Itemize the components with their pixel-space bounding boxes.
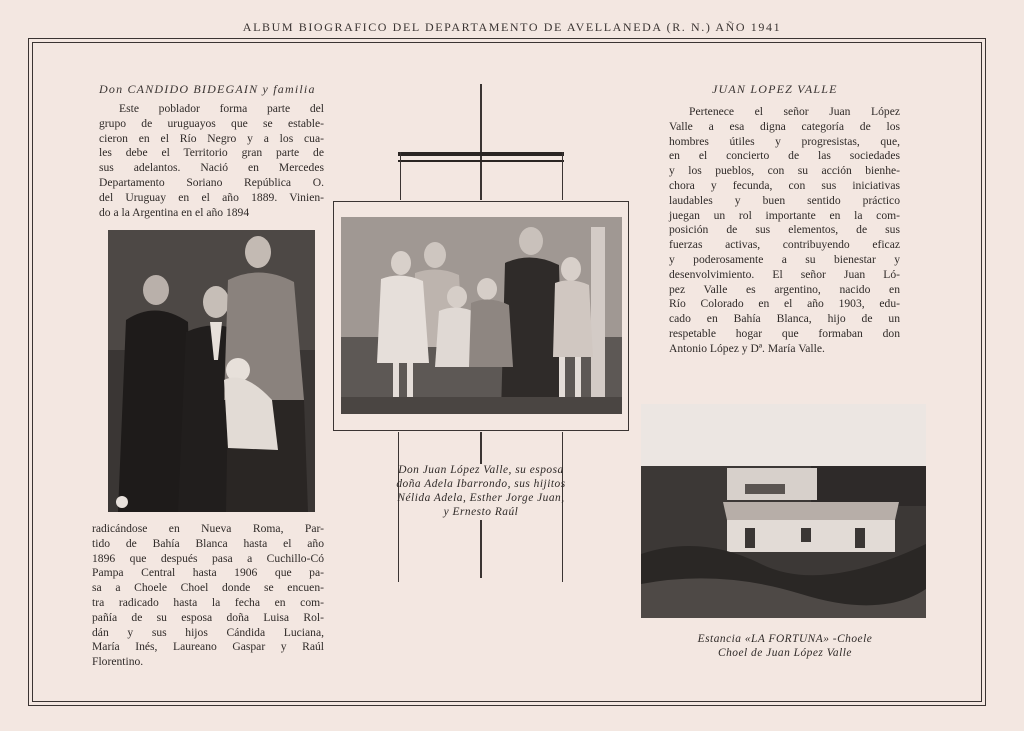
lopez-text-line: Río Colorado en el año 1903, edu- <box>669 297 900 311</box>
bidegain-text-line: radicándose en Nueva Roma, Par- <box>92 522 324 535</box>
bidegain-text-line: María Inés, Laureano Gaspar y Raúl <box>92 640 324 654</box>
lopez-text-line: fuerzas activas, contribuyendo eficaz <box>669 238 900 252</box>
bidegain-text-line: Este poblador forma parte del <box>119 102 324 115</box>
decor-bar-thin <box>398 160 564 162</box>
decor-vertical-line-bottom-top <box>480 432 482 464</box>
bidegain-text-line: sa a Choele Choel donde se encuen- <box>92 581 324 595</box>
caption-line: Choel de Juan López Valle <box>718 647 852 659</box>
caption-line: Estancia «LA FORTUNA» -Choele <box>697 633 873 645</box>
bidegain-heading: Don CANDIDO BIDEGAIN y familia <box>99 82 316 96</box>
lopez-text-line: y poderosamente a su bienestar y <box>669 252 900 266</box>
bidegain-text-line: sus adelantos. Nació en Mercedes <box>99 161 324 175</box>
bidegain-text-line: les debe el Territorio gran parte de <box>99 146 324 160</box>
lopez-text-line: laudables y buen sentido práctico <box>669 193 900 207</box>
lopez-text-line: juegan un rol importante en la com- <box>669 208 900 222</box>
lopez-text-line: en el concierto de las sociedades <box>669 149 900 163</box>
bidegain-text-line: Pampa Central hasta 1906 que pa- <box>92 566 324 580</box>
estancia-photo <box>641 404 926 618</box>
bidegain-text-line: del Uruguay en el año 1889. Vinien- <box>99 190 324 204</box>
lopez-text-line: hombres útiles y progresistas, que, <box>669 134 900 148</box>
bidegain-family-photo <box>108 230 315 512</box>
decor-bar-top <box>398 152 564 156</box>
bidegain-text-line: pañía de su esposa doña Luisa Rol- <box>92 610 324 624</box>
bidegain-text-line: cieron en el Río Negro y a los cua- <box>99 131 324 145</box>
lopez-heading: JUAN LOPEZ VALLE <box>712 82 838 96</box>
bidegain-text-line: do a la Argentina en el año 1894 <box>99 205 250 219</box>
estancia-caption <box>660 632 910 660</box>
decor-line-left <box>400 152 401 200</box>
bidegain-text-line: tido de Bahía Blanca hasta el año <box>92 536 324 550</box>
page-header: ALBUM BIOGRAFICO DEL DEPARTAMENTO DE AVELLANEDA (R. N.) AÑO 1941 <box>242 20 782 34</box>
bidegain-text-line: grupo de uruguayos que se estable- <box>99 116 324 130</box>
decor-vertical-line-bottom <box>480 520 482 578</box>
bidegain-paragraph-bottom <box>92 522 324 670</box>
caption-line: y Ernesto Raúl <box>443 506 519 518</box>
caption-line: Nélida Adela, Esther Jorge Juan, <box>397 492 565 504</box>
lopez-paragraph <box>669 105 900 357</box>
lopez-text-line: Antonio López y Dª. María Valle. <box>669 341 825 355</box>
lopez-text-line: respetable hogar que formaban don <box>669 326 900 340</box>
decor-line-right <box>562 152 563 200</box>
bidegain-text-line: Departamento Soriano República O. <box>99 175 324 189</box>
bidegain-text-line: Florentino. <box>92 655 144 669</box>
lopez-text-line: pez Valle es argentino, nacido en <box>669 282 900 296</box>
decor-vertical-line-top <box>480 84 482 200</box>
lopez-family-photo <box>341 217 622 414</box>
lopez-text-line: chora y fecunda, con sus iniciativas <box>669 178 900 192</box>
bidegain-text-line: dán y sus hijos Cándida Luciana, <box>92 625 324 639</box>
lopez-family-caption <box>350 463 612 519</box>
caption-line: Don Juan López Valle, su esposa <box>398 464 564 476</box>
lopez-text-line: cado en Bahía Blanca, hijo de un <box>669 312 900 326</box>
lopez-text-line: posición de sus elementos, de sus <box>669 223 900 237</box>
bidegain-text-line: 1896 que después pasa a Cuchillo-Có <box>92 551 324 565</box>
lopez-text-line: desenvolvimiento. El señor Juan Ló- <box>669 267 900 281</box>
caption-line: doña Adela Ibarrondo, sus hijitos <box>396 478 566 490</box>
lopez-text-line: y los pueblos, con su acción bienhe- <box>669 164 900 178</box>
lopez-text-line: Pertenece el señor Juan López <box>689 105 900 118</box>
bidegain-paragraph-top <box>99 102 324 220</box>
bidegain-text-line: tra radicado hasta la fecha en com- <box>92 595 324 609</box>
lopez-text-line: Valle a esa digna categoría de los <box>669 119 900 133</box>
